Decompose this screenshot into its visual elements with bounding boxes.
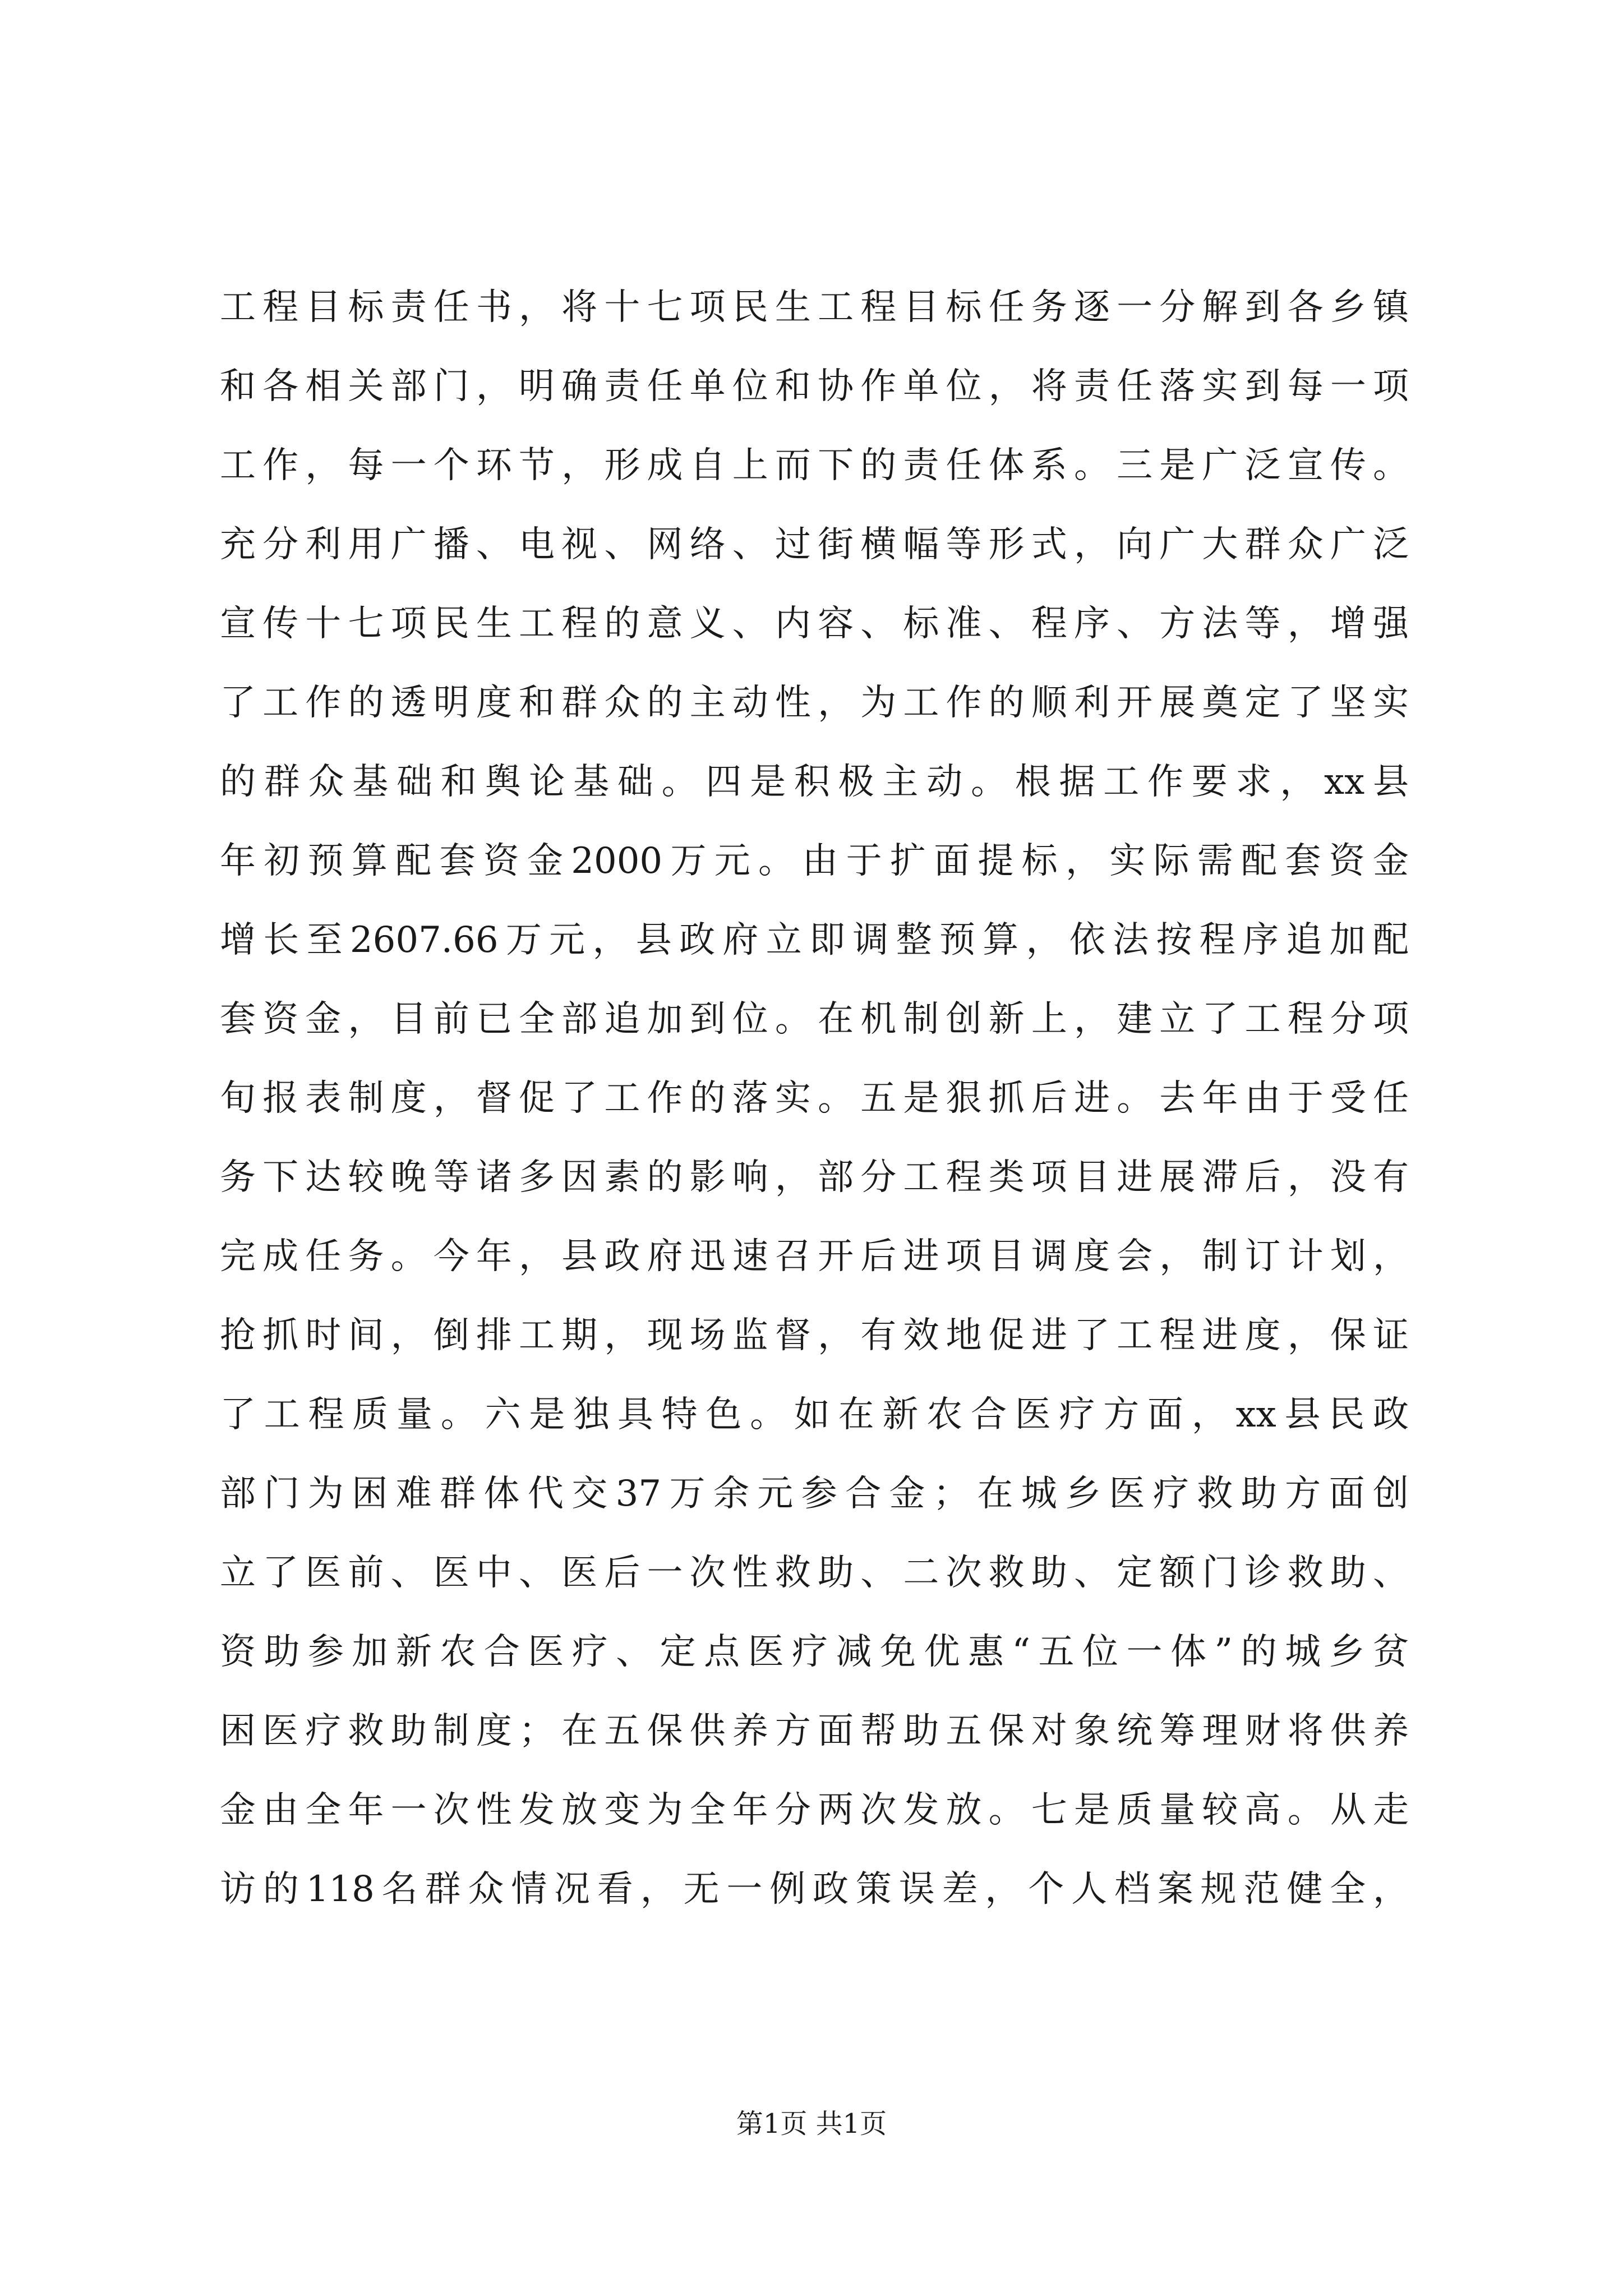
text-line: 工作，每一个环节，形成自上而下的责任体系。三是广泛宣传。 [220,445,1409,486]
text-line: 部门为困难群体代交37万余元参合金；在城乡医疗救助方面创 [220,1473,1409,1515]
text-line: 务下达较晚等诸多因素的影响，部分工程类项目进展滞后，没有 [220,1157,1409,1198]
text-line: 工程目标责任书，将十七项民生工程目标任务逐一分解到各乡镇 [220,287,1409,328]
text-line: 的群众基础和舆论基础。四是积极主动。根据工作要求，xx县 [220,761,1409,803]
page-footer: 第1页 共1页 [736,2108,887,2139]
text-line: 旬报表制度，督促了工作的落实。五是狠抓后进。去年由于受任 [220,1078,1409,1119]
text-line: 年初预算配套资金2000万元。由于扩面提标，实际需配套资金 [220,840,1409,882]
text-line: 了工程质量。六是独具特色。如在新农合医疗方面，xx县民政 [220,1394,1409,1435]
text-line: 和各相关部门，明确责任单位和协作单位，将责任落实到每一项 [220,366,1409,407]
text-line: 套资金，目前已全部追加到位。在机制创新上，建立了工程分项 [220,999,1409,1040]
text-line: 充分利用广播、电视、网络、过街横幅等形式，向广大群众广泛 [220,524,1409,565]
text-line: 增长至2607.66万元，县政府立即调整预算，依法按程序追加配 [220,919,1409,961]
text-line: 完成任务。今年，县政府迅速召开后进项目调度会，制订计划， [220,1236,1409,1277]
text-line: 资助参加新农合医疗、定点医疗减免优惠“五位一体”的城乡贫 [220,1631,1409,1673]
text-line: 金由全年一次性发放变为全年分两次发放。七是质量较高。从走 [220,1789,1409,1831]
body-text [220,268,1409,1929]
text-line: 困医疗救助制度；在五保供养方面帮助五保对象统筹理财将供养 [220,1710,1409,1752]
text-line: 立了医前、医中、医后一次性救助、二次救助、定额门诊救助、 [220,1552,1409,1594]
text-line: 访的118名群众情况看，无一例政策误差，个人档案规范健全， [220,1869,1409,1910]
text-line: 抢抓时间，倒排工期，现场监督，有效地促进了工程进度，保证 [220,1315,1409,1356]
text-line: 宣传十七项民生工程的意义、内容、标准、程序、方法等，增强 [220,603,1409,645]
text-line: 了工作的透明度和群众的主动性，为工作的顺利开展奠定了坚实 [220,682,1409,724]
